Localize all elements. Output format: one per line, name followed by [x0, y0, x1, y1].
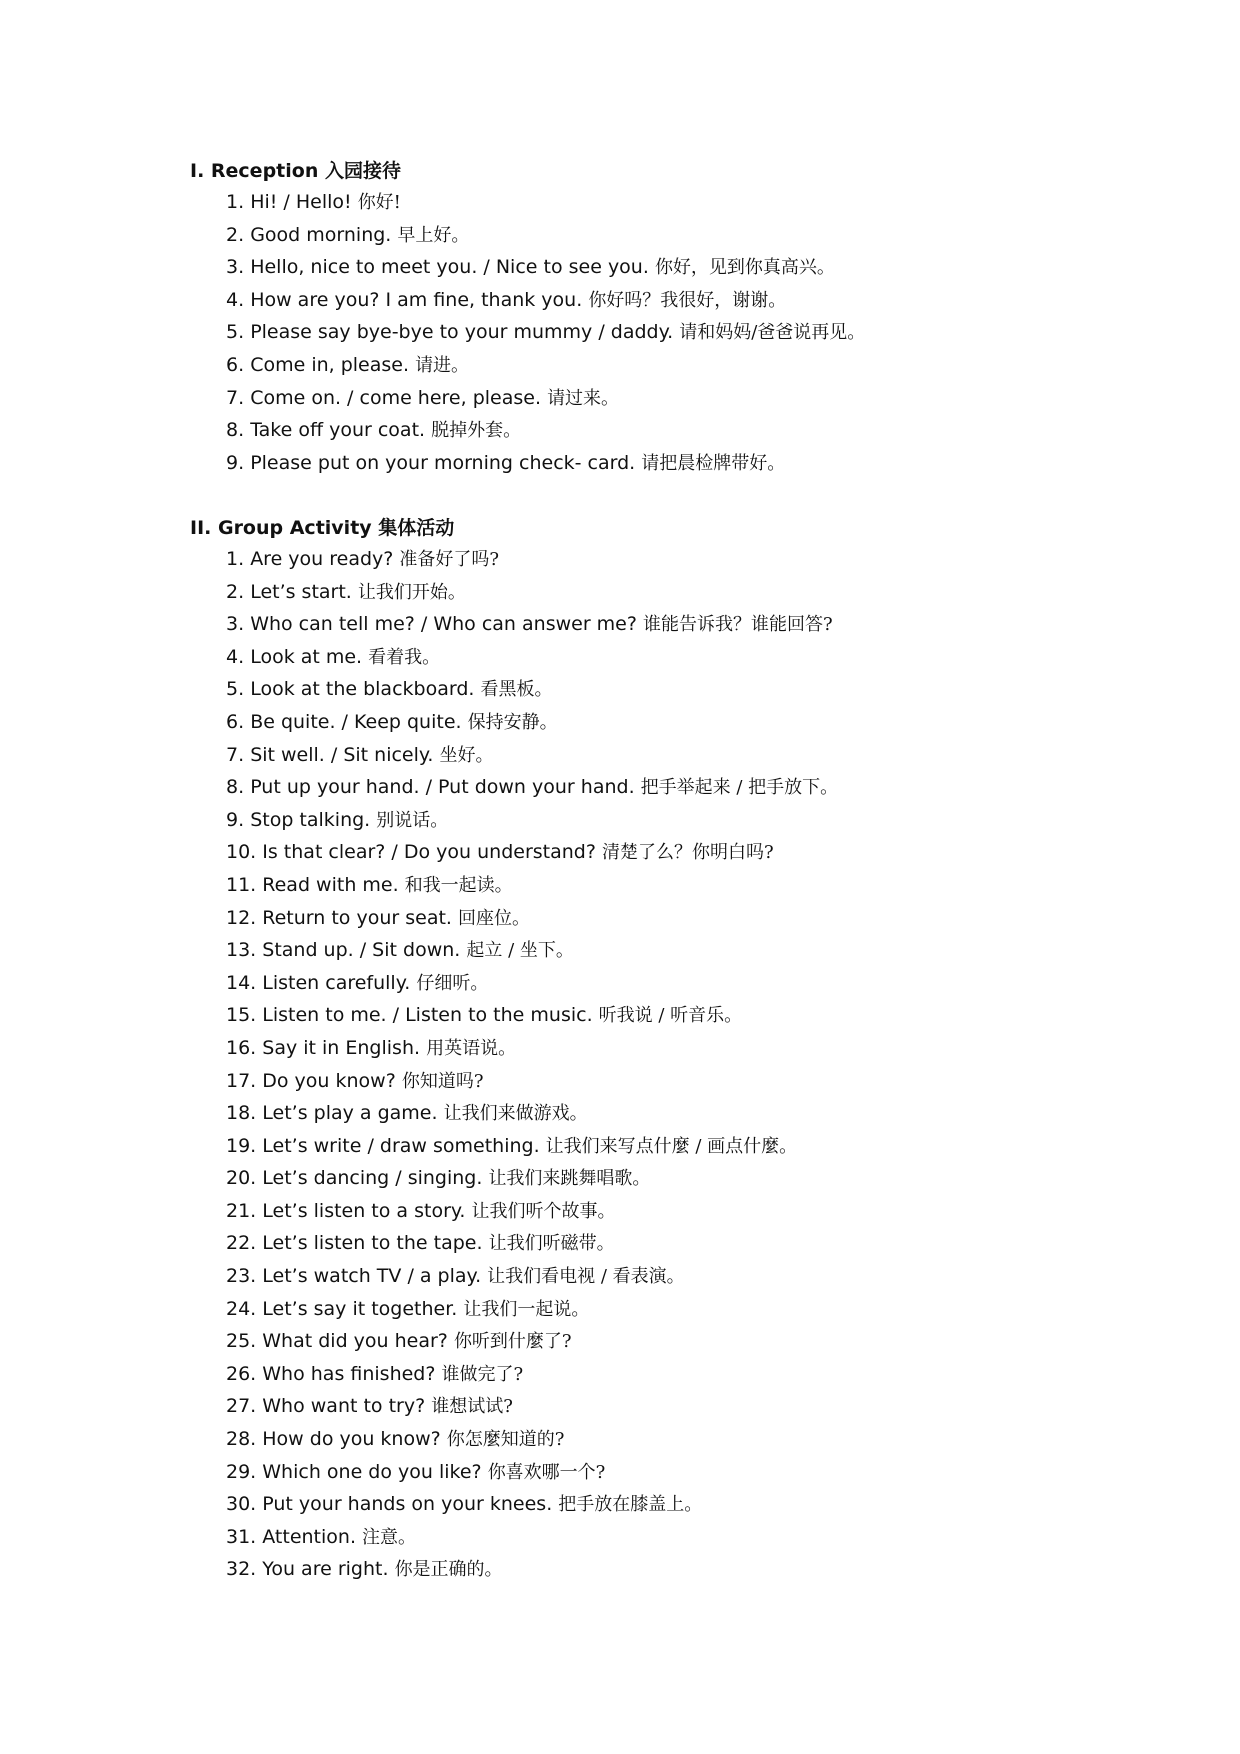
list-item [226, 1227, 838, 1260]
item-number: 3. [226, 256, 245, 279]
item-number: 28. [226, 1428, 257, 1451]
list-item [226, 186, 865, 219]
item-english: Who want to try? [262, 1395, 426, 1418]
item-number: 14. [226, 971, 257, 994]
item-number: 16. [226, 1036, 257, 1059]
item-number: 3. [226, 613, 245, 636]
list-item [226, 219, 865, 252]
item-chinese: 请过来。 [547, 387, 620, 409]
list-item [226, 1260, 838, 1293]
item-english: Please say bye-bye to your mummy / daddy. [250, 321, 674, 344]
item-number: 24. [226, 1297, 257, 1320]
item-chinese: 让我们听个故事。 [471, 1200, 616, 1222]
item-chinese: 你好吗？我很好，谢谢。 [588, 289, 787, 311]
item-number: 8. [226, 419, 245, 442]
item-english: Who has finished? [262, 1362, 436, 1385]
item-chinese: 请进。 [415, 354, 470, 376]
list-item [226, 1162, 838, 1195]
item-english: Sit well. / Sit nicely. [250, 743, 434, 766]
section-title: I. Reception 入园接待 [190, 160, 401, 182]
item-number: 4. [226, 645, 245, 668]
item-english: Let’s play a game. [262, 1102, 438, 1125]
item-chinese: 让我们来做游戏。 [443, 1103, 588, 1125]
item-chinese: 让我们听磁带。 [488, 1233, 615, 1255]
item-english: Let’s listen to the tape. [262, 1232, 483, 1255]
item-chinese: 清楚了么？你明白吗? [601, 842, 774, 864]
item-english: Are you ready? [250, 548, 394, 570]
item-number: 2. [226, 580, 245, 603]
section-title: II. Group Activity 集体活动 [190, 517, 455, 539]
item-english: Put up your hand. / Put down your hand. [250, 776, 635, 799]
item-english: Be quite. / Keep quite. [250, 710, 462, 733]
item-number: 6. [226, 710, 245, 733]
item-english: Please put on your morning check- card. [250, 451, 636, 474]
list-item [226, 284, 865, 317]
item-english: Let’s start. [250, 580, 352, 603]
item-english: Who can tell me? / Who can answer me? [250, 613, 637, 636]
item-chinese: 让我们来跳舞唱歌。 [488, 1168, 651, 1190]
list-item [226, 316, 865, 349]
item-english: How do you know? [262, 1428, 441, 1451]
list-item [226, 543, 838, 576]
item-number: 32. [226, 1558, 257, 1581]
item-english: Good morning. [250, 223, 392, 246]
item-english: Which one do you like? [262, 1460, 482, 1483]
list-item [226, 967, 838, 1000]
list-item [226, 1553, 838, 1586]
list-item [226, 1325, 838, 1358]
list-item [226, 349, 865, 382]
list-item [226, 1423, 838, 1456]
item-number: 1. [226, 191, 245, 213]
item-number: 19. [226, 1134, 257, 1157]
item-chinese: 早上好。 [397, 224, 470, 246]
item-chinese: 注意。 [362, 1526, 417, 1548]
item-number: 7. [226, 743, 245, 766]
item-english: How are you? I am fine, thank you. [250, 288, 583, 311]
item-chinese: 和我一起读。 [404, 874, 513, 896]
item-number: 8. [226, 776, 245, 799]
item-english: Return to your seat. [262, 906, 452, 929]
item-english: Put your hands on your knees. [262, 1493, 553, 1516]
list-item [226, 1195, 838, 1228]
item-number: 27. [226, 1395, 257, 1418]
item-chinese: 仔细听。 [416, 972, 489, 994]
item-english: Let’s say it together. [262, 1297, 458, 1320]
list-item [226, 1130, 838, 1163]
item-chinese: 看黑板。 [480, 679, 553, 701]
list-item [226, 869, 838, 902]
item-english: Do you know? [262, 1069, 396, 1092]
item-chinese: 把手放在膝盖上。 [558, 1494, 703, 1516]
item-chinese: 听我说 / 听音乐。 [598, 1005, 743, 1027]
item-english: Say it in English. [262, 1036, 421, 1059]
item-chinese: 坐好。 [439, 744, 494, 766]
item-number: 18. [226, 1102, 257, 1125]
item-number: 12. [226, 906, 257, 929]
item-number: 10. [226, 841, 257, 864]
item-number: 7. [226, 386, 245, 409]
item-chinese: 用英语说。 [426, 1037, 517, 1059]
item-english: Attention. [262, 1525, 356, 1548]
item-chinese: 让我们一起说。 [463, 1298, 590, 1320]
item-chinese: 把手举起来 / 把手放下。 [640, 777, 839, 799]
item-chinese: 回座位。 [458, 907, 530, 929]
list-item [226, 414, 865, 447]
list-item [226, 608, 838, 641]
item-number: 5. [226, 678, 245, 701]
item-number: 2. [226, 223, 245, 246]
item-chinese: 请把晨检牌带好。 [641, 452, 786, 474]
item-english: Stop talking. [250, 808, 371, 831]
item-number: 30. [226, 1493, 257, 1516]
list-item [226, 1456, 838, 1489]
item-english: Come on. / come here, please. [250, 386, 542, 409]
item-english: Let’s dancing / singing. [262, 1167, 483, 1190]
item-number: 21. [226, 1199, 257, 1222]
item-english: Look at the blackboard. [250, 678, 475, 701]
item-number: 29. [226, 1460, 257, 1483]
list-item [226, 1390, 838, 1423]
item-chinese: 请和妈妈/爸爸说再见。 [679, 322, 866, 344]
item-english: Hi! / Hello! [250, 191, 352, 213]
list-item [226, 641, 838, 674]
list-item [226, 1488, 838, 1521]
item-chinese: 你好，见到你真高兴。 [654, 257, 835, 279]
item-chinese: 谁做完了? [441, 1363, 524, 1385]
item-number: 23. [226, 1265, 257, 1288]
item-chinese: 谁想试试? [431, 1396, 513, 1418]
item-number: 6. [226, 353, 245, 376]
list-item [226, 251, 865, 284]
list-item [226, 1293, 838, 1326]
list-item [226, 1065, 838, 1098]
item-number: 26. [226, 1362, 257, 1385]
item-number: 20. [226, 1167, 257, 1190]
list-item [226, 382, 865, 415]
item-chinese: 你听到什麼了? [453, 1331, 572, 1353]
item-number: 31. [226, 1525, 257, 1548]
list-item [226, 576, 838, 609]
list-item [226, 1358, 838, 1391]
item-number: 1. [226, 548, 245, 570]
item-chinese: 你是正确的。 [394, 1559, 503, 1581]
item-chinese: 别说话。 [376, 809, 449, 831]
list-item [226, 673, 838, 706]
item-chinese: 脱掉外套。 [431, 420, 522, 442]
item-number: 17. [226, 1069, 257, 1092]
list-item [226, 1097, 838, 1130]
item-number: 15. [226, 1004, 257, 1027]
item-chinese: 让我们看电视 / 看表演。 [487, 1266, 685, 1288]
item-english: Let’s listen to a story. [262, 1199, 466, 1222]
list-item [226, 447, 865, 480]
item-number: 22. [226, 1232, 257, 1255]
item-number: 25. [226, 1330, 257, 1353]
item-chinese: 你怎麼知道的? [446, 1429, 565, 1451]
item-chinese: 让我们开始。 [357, 581, 466, 603]
item-english: Listen carefully. [262, 971, 411, 994]
list-item [226, 739, 838, 772]
list-item [226, 999, 838, 1032]
item-chinese: 看着我。 [368, 646, 441, 668]
item-english: Is that clear? / Do you understand? [262, 841, 596, 864]
list-item [226, 836, 838, 869]
item-number: 5. [226, 321, 245, 344]
item-english: What did you hear? [262, 1330, 448, 1353]
item-chinese: 准备好了吗? [399, 549, 500, 570]
list-item [226, 771, 838, 804]
item-english: Stand up. / Sit down. [262, 939, 461, 962]
item-number: 11. [226, 873, 257, 896]
item-chinese: 起立 / 坐下。 [466, 940, 574, 962]
item-chinese: 你知道吗? [401, 1070, 484, 1092]
list-item [226, 706, 838, 739]
item-number: 13. [226, 939, 257, 962]
item-chinese: 让我们来写点什麼 / 画点什麼。 [545, 1135, 798, 1157]
item-english: Listen to me. / Listen to the music. [262, 1004, 593, 1027]
list-item [226, 804, 838, 837]
item-english: Read with me. [262, 873, 399, 896]
item-chinese: 谁能告诉我？谁能回答? [643, 614, 833, 636]
item-number: 9. [226, 451, 245, 474]
item-chinese: 你喜欢哪一个? [487, 1461, 606, 1483]
item-chinese: 保持安静。 [467, 711, 558, 733]
phrase-list [226, 186, 865, 479]
item-english: Let’s watch TV / a play. [262, 1265, 482, 1288]
item-english: Let’s write / draw something. [262, 1134, 540, 1157]
phrase-list [226, 543, 838, 1586]
item-english: Come in, please. [250, 353, 410, 376]
item-english: You are right. [262, 1558, 389, 1581]
list-item [226, 902, 838, 935]
item-number: 4. [226, 288, 245, 311]
item-english: Take off your coat. [250, 419, 426, 442]
list-item [226, 1032, 838, 1065]
item-number: 9. [226, 808, 245, 831]
list-item [226, 1521, 838, 1554]
list-item [226, 934, 838, 967]
item-chinese: 你好! [357, 192, 401, 213]
item-english: Look at me. [250, 645, 363, 668]
item-english: Hello, nice to meet you. / Nice to see you. [250, 256, 649, 279]
